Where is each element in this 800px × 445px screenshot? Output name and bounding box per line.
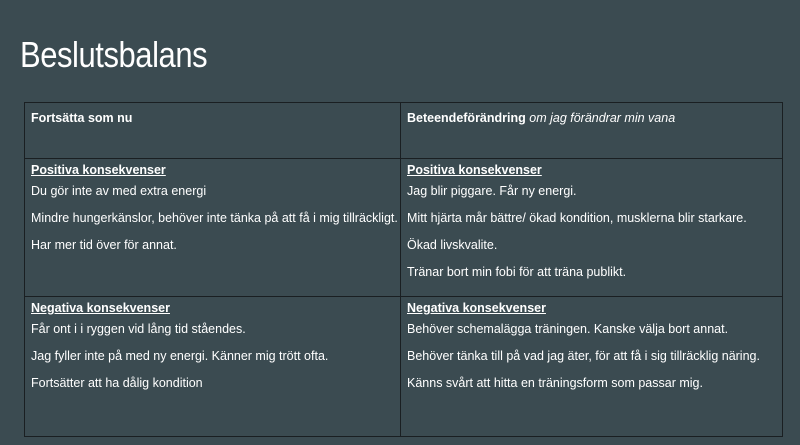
header-behavior-change bbox=[401, 103, 783, 159]
section-title: Positiva konsekvenser bbox=[31, 163, 166, 177]
list-item: Jag blir piggare. Får ny energi. bbox=[407, 184, 577, 198]
header-continue-as-now bbox=[25, 103, 401, 159]
list-item: Mindre hungerkänslor, behöver inte tänka på att få i mig tillräckligt. bbox=[31, 211, 398, 225]
cell-left-positive bbox=[25, 159, 401, 297]
list-item: Mitt hjärta mår bättre/ ökad kondition, musklerna blir starkare. bbox=[407, 211, 747, 225]
table-header-row bbox=[25, 103, 783, 159]
header-right-label: Beteendeförändring bbox=[407, 111, 526, 125]
list-item: Fortsätter att ha dålig kondition bbox=[31, 376, 203, 390]
cell-right-negative bbox=[401, 297, 783, 437]
slide-title: Beslutsbalans bbox=[20, 34, 208, 75]
cell-right-positive bbox=[401, 159, 783, 297]
list-item: Får ont i i ryggen vid lång tid ståendes. bbox=[31, 322, 246, 336]
list-item: Jag fyller inte på med ny energi. Känner mig trött ofta. bbox=[31, 349, 329, 363]
list-item: Du gör inte av med extra energi bbox=[31, 184, 207, 198]
header-left-label: Fortsätta som nu bbox=[31, 111, 133, 125]
list-item: Har mer tid över för annat. bbox=[31, 238, 177, 252]
decision-balance-table bbox=[24, 102, 783, 437]
header-right-subtitle: om jag förändrar min vana bbox=[529, 111, 676, 125]
list-item: Tränar bort min fobi för att träna publikt. bbox=[407, 265, 627, 279]
list-item: Behöver schemalägga träningen. Kanske välja bort annat. bbox=[407, 322, 729, 336]
list-item: Ökad livskvalite. bbox=[407, 238, 498, 252]
list-item: Behöver tänka till på vad jag äter, för att få i sig tillräcklig näring. bbox=[407, 349, 760, 363]
list-item: Känns svårt att hitta en träningsform som passar mig. bbox=[407, 376, 703, 390]
section-title: Negativa konsekvenser bbox=[407, 301, 546, 315]
negative-row bbox=[25, 297, 783, 437]
section-title: Negativa konsekvenser bbox=[31, 301, 170, 315]
section-title: Positiva konsekvenser bbox=[407, 163, 542, 177]
cell-left-negative bbox=[25, 297, 401, 437]
positive-row bbox=[25, 159, 783, 297]
